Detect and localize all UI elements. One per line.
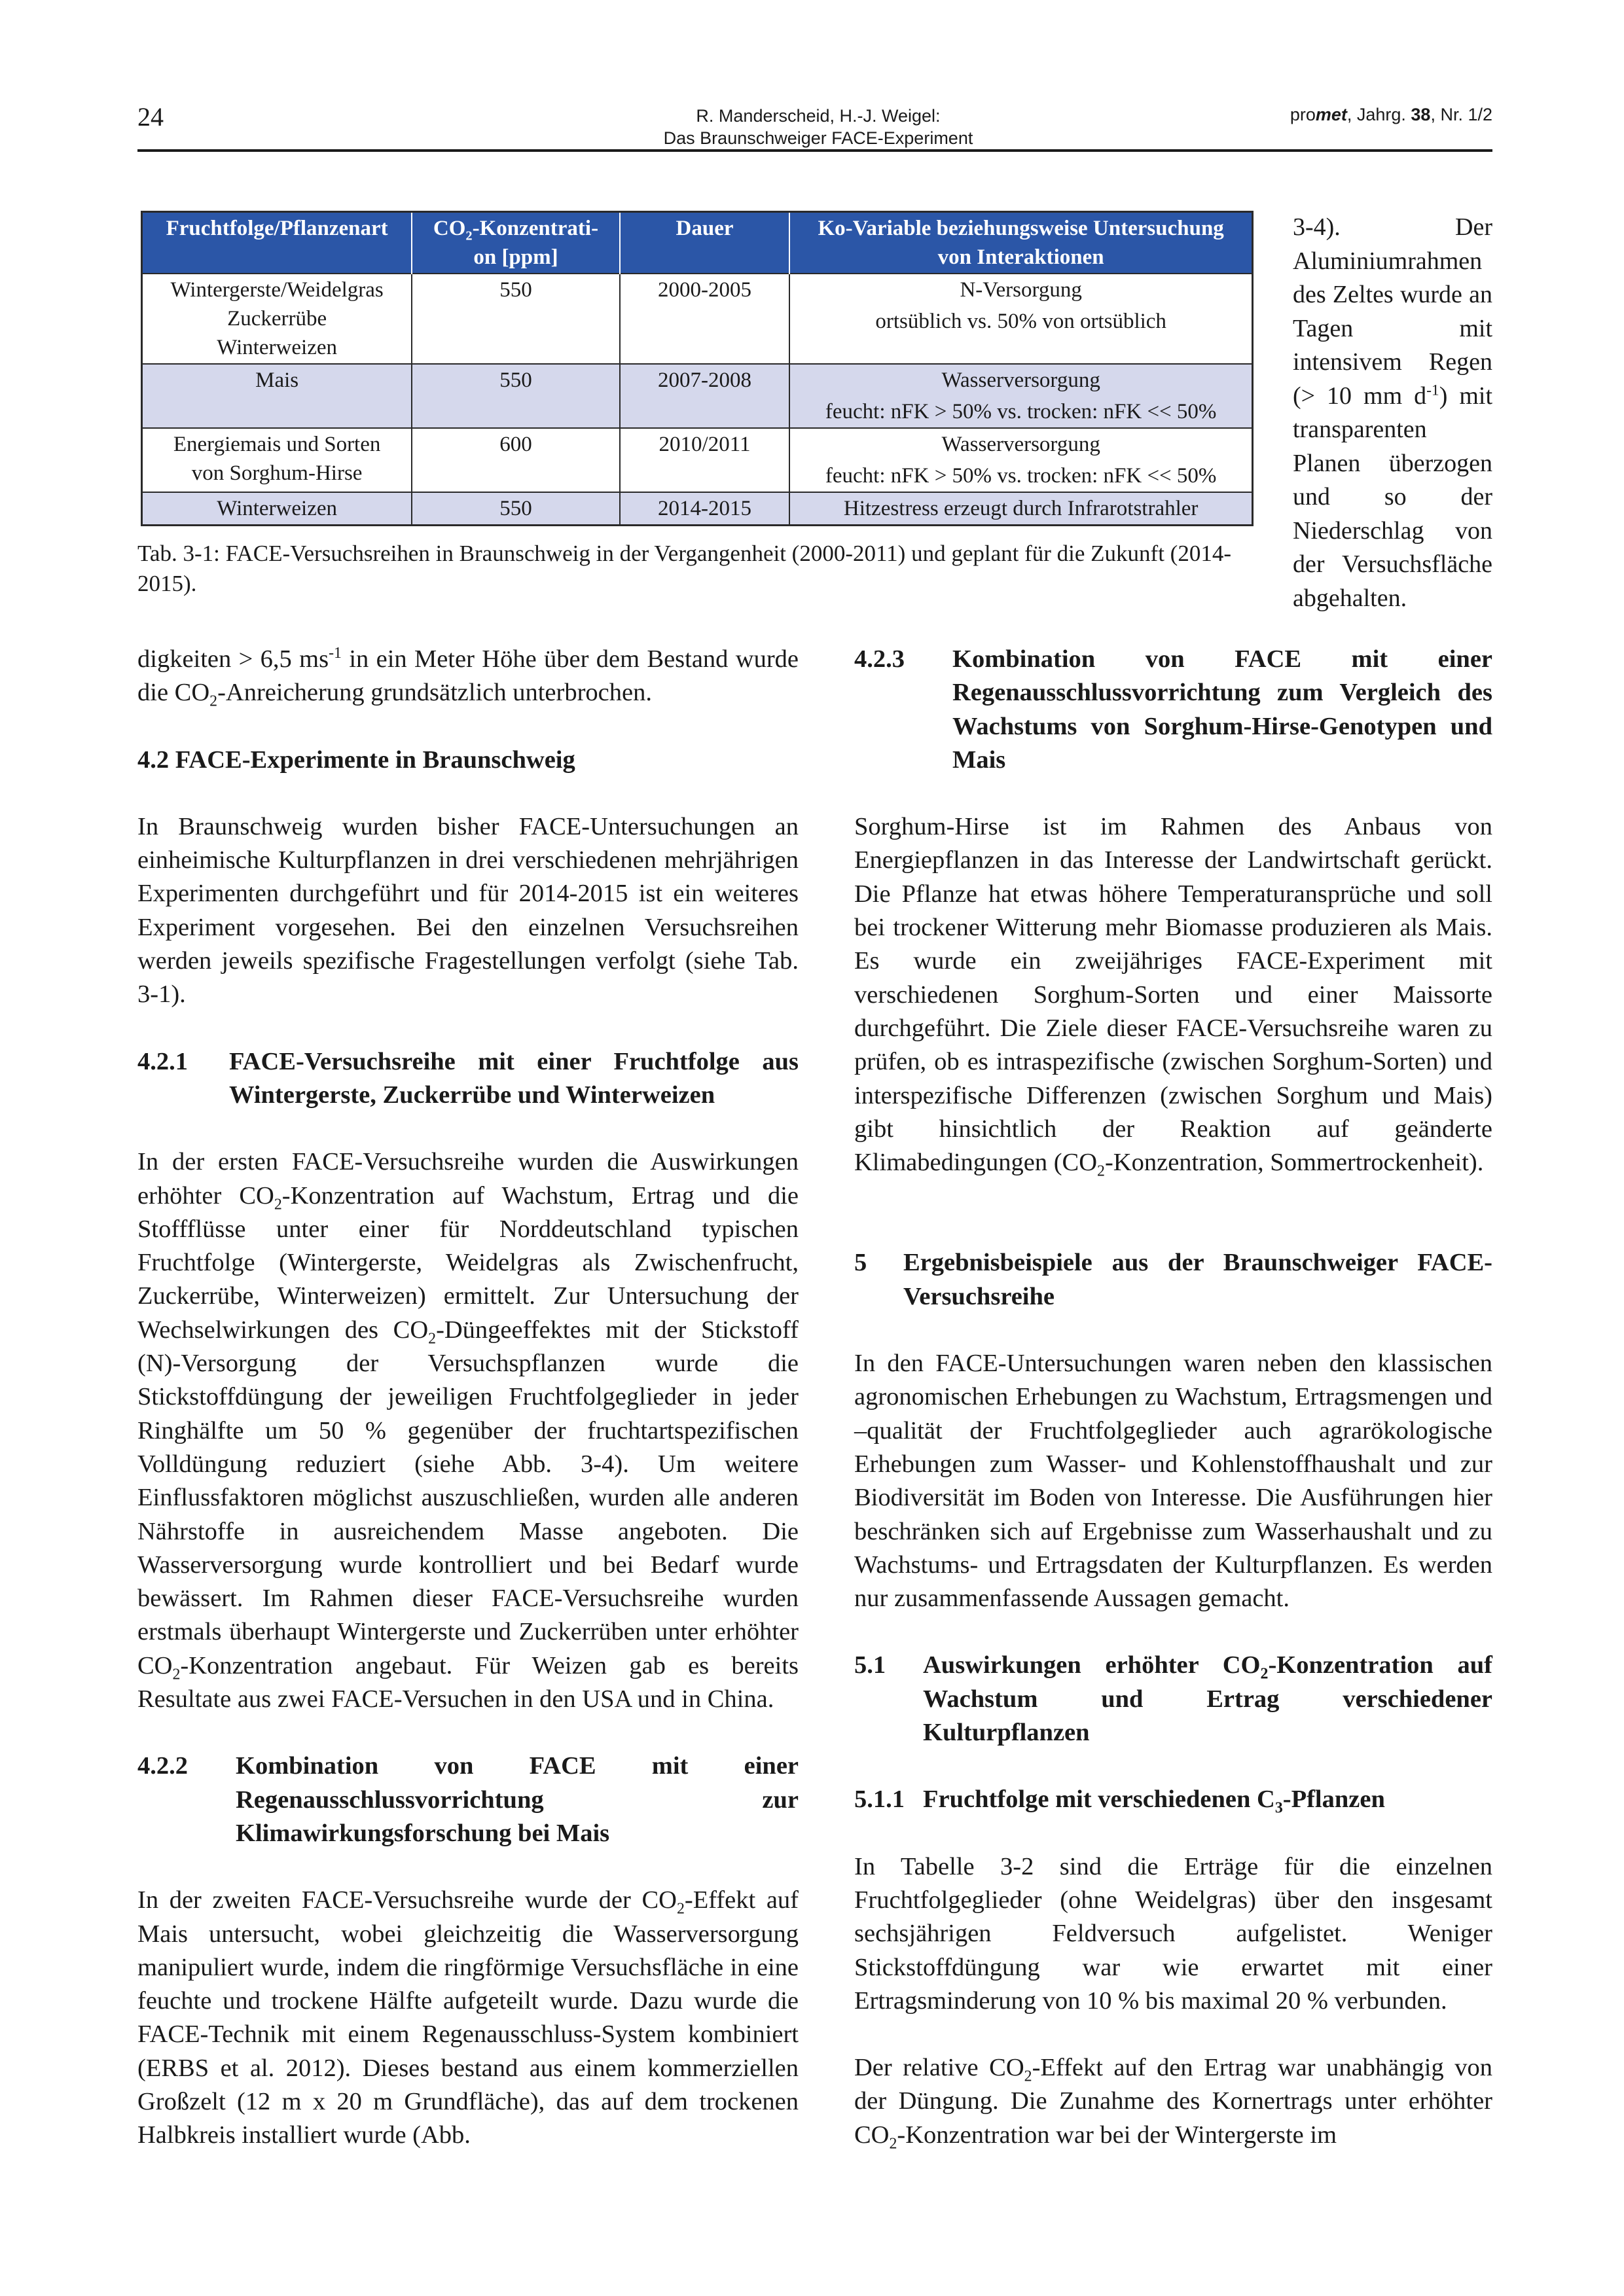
paragraph: In Braunschweig wurden bisher FACE-Untersuchungen an einheimische Kulturpflanzen in drei verschiedenen mehrjährigen Experimenten durchgeführt und für 2014-2015 ist ein weiteres Experiment vorgesehen. Bei den einzelnen Versuchsreihen werden jeweils spezifische Fragestellungen verfolgt (siehe Tab. 3-1).	[137, 812, 799, 1009]
paragraph: In Tabelle 3-2 sind die Erträge für die einzelnen Fruchtfolgeglieder (ohne Weidelgras) über den insgesamt sechsjährigen Feldversuch aufgelistet. Weniger Stickstoffdüngung war wie erwartet mit einer Ertragsminderung von 10 % bis maximal 20 % verbunden.	[854, 1852, 1492, 2015]
table-cell-crop: Winterweizen	[142, 492, 412, 526]
journal-volume: 38	[1411, 105, 1431, 124]
table-cell-crop: Wintergerste/Weidelgras Zuckerrübe Winterweizen	[142, 274, 412, 364]
table-cell-duration: 2007-2008	[620, 364, 790, 428]
table-header-co2: $CO_2-Konzentrati-$ on [ppm]	[412, 212, 619, 274]
table-face-series	[141, 211, 1254, 526]
section-heading-5-1-1: 5.1.1 Fruchtfolge mit verschiedenen $C_3$-Pflanzen	[854, 1785, 1385, 1817]
table-cell-duration: 2010/2011	[620, 428, 790, 492]
journal-rest: , Jahrg.	[1346, 105, 1411, 124]
table-cell-covariable: N-Versorgung ortsüblich vs. 50% von ortsüblich	[789, 274, 1252, 364]
table-header-row	[142, 212, 1253, 274]
running-header-title: Das Braunschweiger FACE-Experiment	[663, 128, 973, 148]
paragraph: In den FACE-Untersuchungen waren neben den klassischen agronomischen Erhebungen zu Wachstum, Ertragsmengen und –qualität der Fruchtfolgeglieder auch agrarökologische Erhebungen zum Wasser- und Kohlenstoffhaushalt und zur Biodiversität im Boden von Interesse. Die Ausführungen hier beschränken sich auf Ergebnisse zum Wasserhaushalt und zu Wachstums- und Ertragsdaten der Kulturpflanzen. Es werden nur zusammenfassende Aussagen gemacht.	[854, 1350, 1492, 1613]
table-cell-covariable: Wasserversorgung feucht: nFK > 50% vs. trocken: nFK << 50%	[789, 364, 1252, 428]
journal-name-emph: met	[1315, 105, 1347, 124]
table-cell-co2: 550	[412, 492, 619, 526]
table-header-crop: Fruchtfolge/Pflanzenart	[142, 212, 412, 274]
paragraph: Der relative $CO_2$-Effekt auf den Ertrag war unabhängig von der Düngung. Die Zunahme des Kornertrags unter erhöhter $CO_2$-Konzentration war bei der Wintergerste im	[854, 2054, 1492, 2153]
table-cell-crop: Mais	[142, 364, 412, 428]
table-caption: Tab. 3-1: FACE-Versuchsreihen in Braunschweig in der Vergangenheit (2000-2011) und geplant für die Zukunft (2014-2015).	[137, 541, 1231, 596]
table-header-duration: Dauer	[620, 212, 790, 274]
table-cell-co2: 600	[412, 428, 619, 492]
table-row	[142, 492, 1253, 526]
table-cell-covariable: Wasserversorgung feucht: nFK > 50% vs. trocken: nFK << 50%	[789, 428, 1252, 492]
paragraph: In der ersten FACE-Versuchsreihe wurden die Auswirkungen erhöhter $CO_2$-Konzentration auf Wachstum, Ertrag und die Stoffflüsse unter einer für Norddeutschland typischen Fruchtfolge (Wintergerste, Weidelgras als Zwischenfrucht, Zuckerrübe, Winterweizen) ermittelt. Zur Untersuchung der Wechselwirkungen des $CO_2$-Düngeeffektes mit der Stickstoff (N)-Versorgung der Versuchspflanzen wurde die Stickstoffdüngung der jeweiligen Fruchtfolgeglieder in jeder Ringhälfte um 50 % gegenüber der fruchtartspezifischen Volldüngung reduziert (siehe Abb. 3-4). Um weitere Einflussfaktoren möglichst auszuschließen, wurden alle anderen Nährstoffe in ausreichendem Masse angeboten. Die Wasserversorgung wurde kontrolliert und bei Bedarf wurde bewässert. Im Rahmen dieser FACE-Versuchsreihe wurden erstmals überhaupt Wintergerste und Zuckerrüben unter erhöhter $CO_2$-Konzentration angebaut. Für Weizen gab es bereits Resultate aus zwei FACE-Versuchen in den USA und in China.	[137, 1148, 799, 1713]
paragraph: digkeiten > 6,5 $ms^{-1}$ in ein Meter Höhe über dem Bestand wurde die $CO_2$-Anreicherung grundsätzlich unterbrochen.	[137, 645, 799, 710]
section-heading-4-2: 4.2 FACE-Experimente in Braunschweig	[137, 745, 575, 774]
paragraph: Sorghum-Hirse ist im Rahmen des Anbaus von Energiepflanzen in das Interesse der Landwirtschaft gerückt. Die Pflanze hat etwas höhere Temperaturansprüche und soll bei trockener Witterung mehr Biomasse produzieren als Mais. Es wurde ein zweijähriges FACE-Experiment mit verschiedenen Sorghum-Sorten und einer Maissorte durchgeführt. Die Ziele dieser FACE-Versuchsreihe waren zu prüfen, ob es intraspezifische (zwischen Sorghum-Sorten) und interspezifische Differenzen (zwischen Sorghum und Mais) gibt hinsichtlich der Reaktion auf geänderte Klimabedingungen ($CO_2$-Konzentration, Sommertrockenheit).	[854, 813, 1492, 1180]
section-heading-4-2-1: 4.2.1 FACE-Versuchsreihe mit einer Fruchtfolge aus Wintergerste, Zuckerrübe und Winterweizen	[137, 1047, 799, 1109]
table-cell-crop: Energiemais und Sorten von Sorghum-Hirse	[142, 428, 412, 492]
side-note-paragraph: 3-4). Der Aluminiumrahmen des Zeltes wurde an Tagen mit intensivem Regen (> 10 mm $d^{-1}$) mit transparenten Planen überzogen und so der Niederschlag von der Versuchsfläche abgehalten.	[1293, 213, 1493, 612]
paragraph: In der zweiten FACE-Versuchsreihe wurde der $CO_2$-Effekt auf Mais untersucht, wobei gleichzeitig die Wasserversorgung manipuliert wurde, indem die ringförmige Versuchsfläche in eine feuchte und trockene Hälfte aufgeteilt wurde. Dazu wurde die FACE-Technik mit einem Regenausschluss-System kombiniert (ERBS et al. 2012). Dieses bestand aus einem kommerziellen Großzelt (12 m x 20 m Grundfläche), das auf dem trockenen Halbkreis installiert wurde (Abb.	[137, 1886, 799, 2149]
table-header-covariable: Ko-Variable beziehungsweise Untersuchung von Interaktionen	[789, 212, 1252, 274]
table-cell-duration: 2014-2015	[620, 492, 790, 526]
table-row	[142, 428, 1253, 492]
section-heading-4-2-2: 4.2.2 Kombination von FACE mit einer Regenausschlussvorrichtung zur Klimawirkungsforschung bei Mais	[137, 1752, 799, 1847]
right-column	[854, 643, 1492, 2152]
table-row	[142, 274, 1253, 364]
journal-name-prefix: pro	[1290, 105, 1316, 124]
table-cell-co2: 550	[412, 274, 619, 364]
section-heading-5-1: 5.1 Auswirkungen erhöhter $CO_2$-Konzentration auf Wachstum und Ertrag verschiedener Kulturpflanzen	[854, 1651, 1493, 1747]
section-heading-4-2-3: 4.2.3 Kombination von FACE mit einer Regenausschlussvorrichtung zum Vergleich des Wachstums von Sorghum-Hirse-Genotypen und Mais	[854, 645, 1492, 774]
journal-issue: , Nr. 1/2	[1430, 105, 1492, 124]
running-header-authors: R. Manderscheid, H.-J. Weigel:	[696, 106, 941, 126]
journal-reference	[1244, 105, 1492, 125]
header-rule	[137, 149, 1492, 152]
table-cell-co2: 550	[412, 364, 619, 428]
section-heading-5: 5 Ergebnisbeispiele aus der Braunschweiger FACE-Versuchsreihe	[854, 1249, 1492, 1310]
table-cell-covariable: Hitzestress erzeugt durch Infrarotstrahler	[789, 492, 1252, 526]
page-number: 24	[137, 102, 164, 132]
left-column	[137, 643, 799, 2153]
table-row	[142, 364, 1253, 428]
running-header	[589, 105, 1047, 149]
table-cell-duration: 2000-2005	[620, 274, 790, 364]
